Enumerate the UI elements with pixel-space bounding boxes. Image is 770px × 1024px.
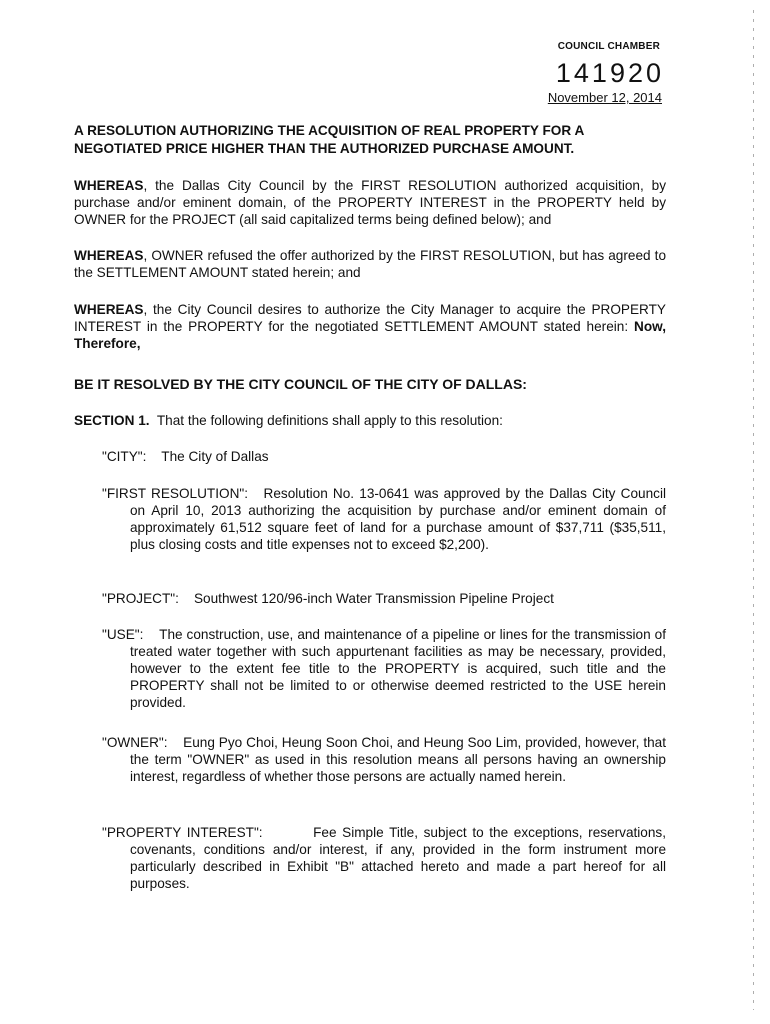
definition-first-resolution bbox=[102, 485, 666, 553]
definition-project bbox=[102, 590, 666, 607]
section-1 bbox=[74, 413, 503, 428]
whereas-lead: WHEREAS bbox=[74, 248, 144, 263]
whereas-lead: WHEREAS bbox=[74, 178, 144, 193]
definition-text: The construction, use, and maintenance of a pipeline or lines for the transmission of treated water together with such appurtenant facilities as may be necessary, provided, however to the extent fee title to the PROPERTY is acquired, such title and the PROPERTY shall not be limited to or otherwise deemed restricted to the USE herein provided. bbox=[130, 627, 666, 710]
definition-term: "FIRST RESOLUTION": bbox=[102, 486, 248, 501]
section-text: That the following definitions shall apply to this resolution: bbox=[156, 413, 503, 428]
definition-term: "USE": bbox=[102, 627, 144, 642]
definition-text: Eung Pyo Choi, Heung Soon Choi, and Heung Soo Lim, provided, however, that the term "OWNER" as used in this resolution means all persons having an ownership interest, regardless of whether those persons are actually named herein. bbox=[130, 735, 666, 784]
definition-owner bbox=[102, 734, 666, 785]
whereas-text: , the Dallas City Council by the FIRST RESOLUTION authorized acquisition, by purchase and/or eminent domain, of the PROPERTY INTEREST in the PROPERTY held by OWNER for the PROJECT (all said capitalized terms being defined below); and bbox=[74, 178, 666, 227]
section-label: SECTION 1. bbox=[74, 413, 150, 428]
whereas-tail: Now, Therefore, bbox=[74, 319, 666, 351]
whereas-text: , OWNER refused the offer authorized by the FIRST RESOLUTION, but has agreed to the SETTLEMENT AMOUNT stated herein; and bbox=[74, 248, 666, 280]
whereas-paragraph-3 bbox=[74, 301, 666, 352]
definition-term: "CITY": bbox=[102, 449, 147, 464]
resolved-heading: BE IT RESOLVED BY THE CITY COUNCIL OF THE CITY OF DALLAS: bbox=[74, 376, 527, 392]
definition-term: "PROPERTY INTEREST": bbox=[102, 825, 263, 840]
whereas-paragraph-2 bbox=[74, 247, 666, 281]
definition-use bbox=[102, 626, 666, 711]
whereas-paragraph-1 bbox=[74, 177, 666, 228]
resolution-title: A RESOLUTION AUTHORIZING THE ACQUISITION OF REAL PROPERTY FOR A NEGOTIATED PRICE HIGHER THAN THE AUTHORIZED PURCHASE AMOUNT. bbox=[74, 123, 584, 156]
council-chamber-label: COUNCIL CHAMBER bbox=[557, 41, 660, 52]
definition-text: Fee Simple Title, subject to the exceptions, reservations, covenants, conditions and/or interest, if any, provided in the form instrument more particularly described in Exhibit "B" attached hereto and made a part hereof for all purposes. bbox=[130, 825, 666, 891]
definition-text: Resolution No. 13-0641 was approved by the Dallas City Council on April 10, 2013 authorizing the acquisition by purchase and/or eminent domain of approximately 61,512 square feet of land for a purchase amount of $37,711 ($35,511, plus closing costs and title expenses not to exceed $2,200). bbox=[130, 486, 666, 552]
definition-term: "PROJECT": bbox=[102, 591, 179, 606]
resolution-date: November 12, 2014 bbox=[547, 90, 662, 105]
whereas-text: , the City Council desires to authorize the City Manager to acquire the PROPERTY INTEREST in the PROPERTY for the negotiated SETTLEMENT AMOUNT stated herein: bbox=[74, 302, 666, 334]
whereas-lead: WHEREAS bbox=[74, 302, 144, 317]
definition-city bbox=[102, 448, 666, 465]
definition-text: Southwest 120/96-inch Water Transmission Pipeline Project bbox=[193, 591, 554, 606]
scan-edge-mark bbox=[753, 10, 754, 1010]
resolution-number: 141920 bbox=[555, 58, 664, 88]
definition-term: "OWNER": bbox=[102, 735, 168, 750]
definition-text: The City of Dallas bbox=[161, 449, 269, 464]
definition-property-interest bbox=[102, 824, 666, 892]
